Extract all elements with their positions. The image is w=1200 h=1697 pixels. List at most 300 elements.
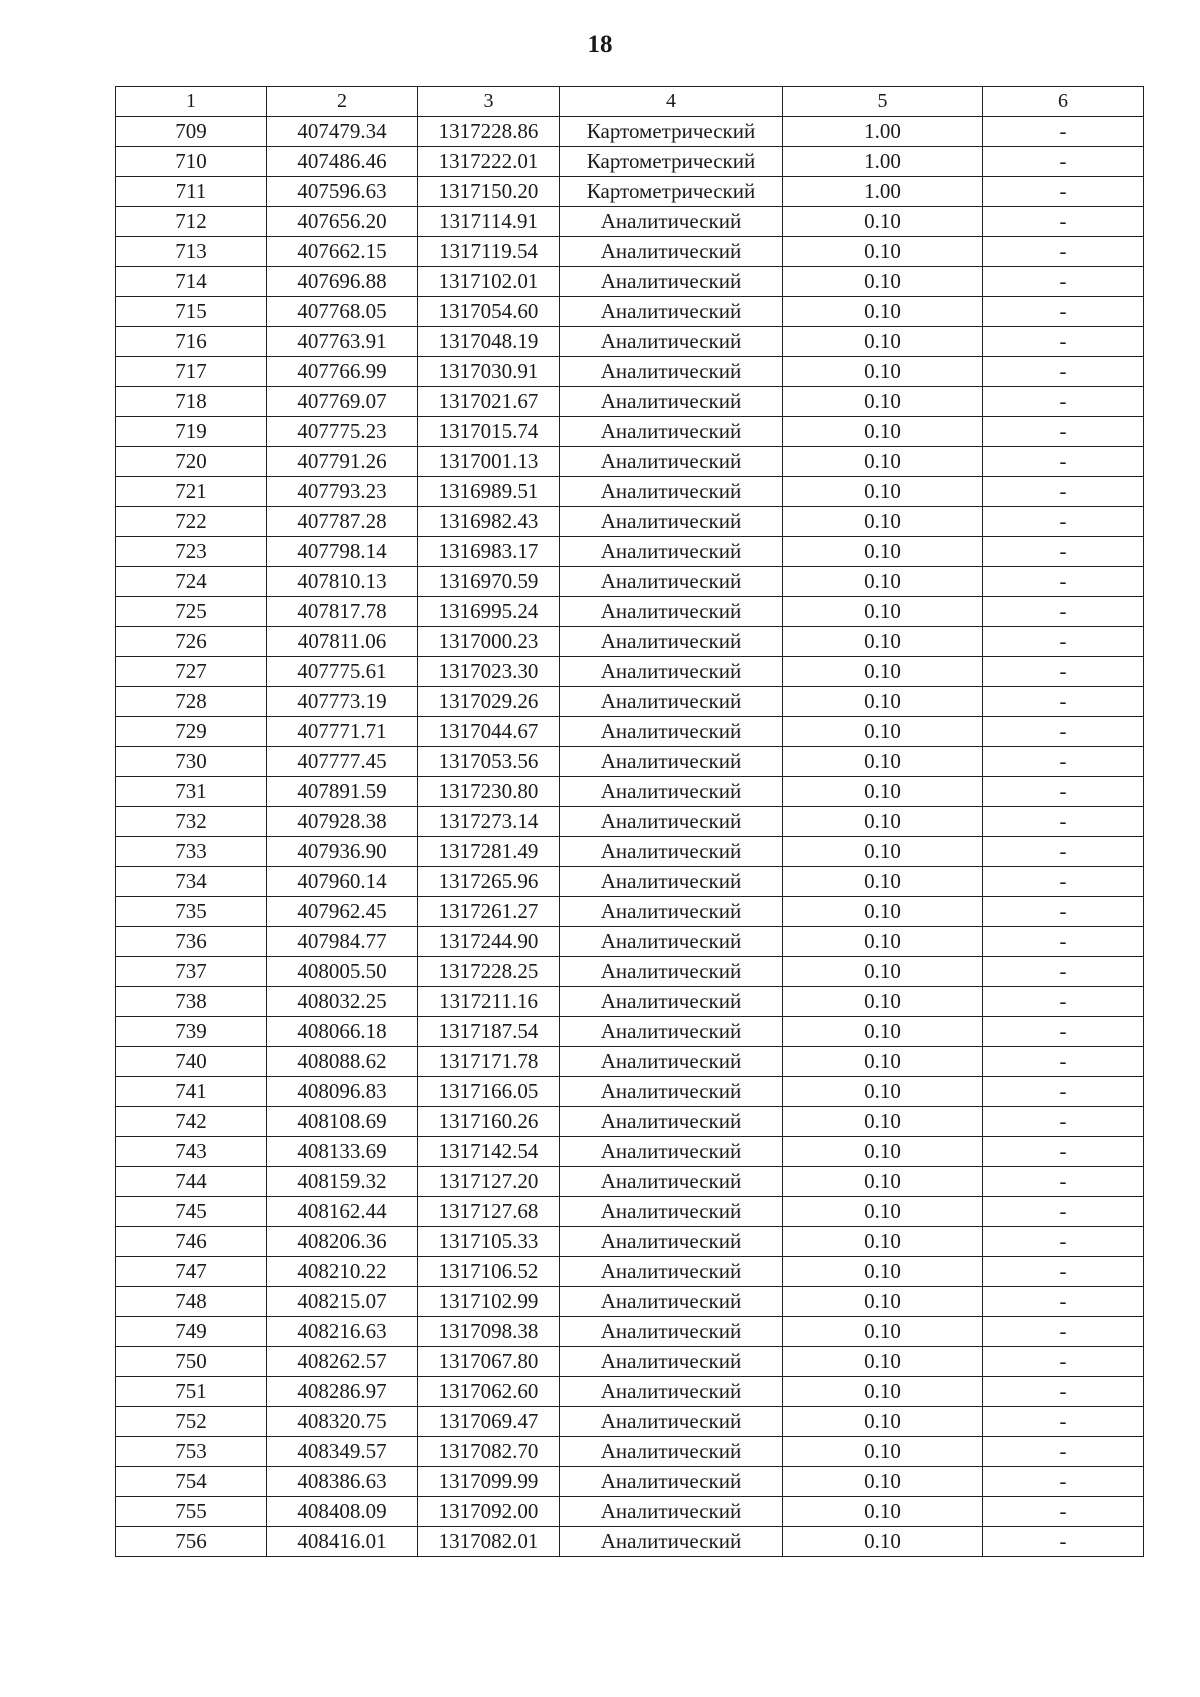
table-cell-col-3: 1317082.01 bbox=[418, 1527, 560, 1557]
table-cell-col-4: Аналитический bbox=[560, 357, 783, 387]
table-row bbox=[116, 1077, 1144, 1107]
table-cell-col-4: Аналитический bbox=[560, 957, 783, 987]
table-cell-col-1: 712 bbox=[116, 207, 267, 237]
table-cell-col-2: 408066.18 bbox=[267, 1017, 418, 1047]
table-row bbox=[116, 1377, 1144, 1407]
table-cell-col-2: 407811.06 bbox=[267, 627, 418, 657]
table-cell-col-6: - bbox=[983, 1017, 1144, 1047]
table-cell-col-5: 0.10 bbox=[783, 747, 983, 777]
table-cell-col-3: 1317222.01 bbox=[418, 147, 560, 177]
table-cell-col-4: Картометрический bbox=[560, 147, 783, 177]
table-cell-col-6: - bbox=[983, 717, 1144, 747]
table-cell-col-6: - bbox=[983, 117, 1144, 147]
table-cell-col-3: 1317092.00 bbox=[418, 1497, 560, 1527]
table-row bbox=[116, 447, 1144, 477]
table-cell-col-5: 0.10 bbox=[783, 897, 983, 927]
table-cell-col-1: 713 bbox=[116, 237, 267, 267]
table-cell-col-3: 1317166.05 bbox=[418, 1077, 560, 1107]
table-cell-col-5: 0.10 bbox=[783, 957, 983, 987]
table-cell-col-2: 407984.77 bbox=[267, 927, 418, 957]
table-cell-col-6: - bbox=[983, 567, 1144, 597]
table-cell-col-2: 407791.26 bbox=[267, 447, 418, 477]
table-cell-col-2: 408262.57 bbox=[267, 1347, 418, 1377]
table-cell-col-6: - bbox=[983, 267, 1144, 297]
table-cell-col-2: 408215.07 bbox=[267, 1287, 418, 1317]
table-cell-col-2: 408088.62 bbox=[267, 1047, 418, 1077]
table-cell-col-4: Аналитический bbox=[560, 477, 783, 507]
table-cell-col-3: 1317053.56 bbox=[418, 747, 560, 777]
table-cell-col-3: 1317171.78 bbox=[418, 1047, 560, 1077]
table-cell-col-3: 1316995.24 bbox=[418, 597, 560, 627]
table-cell-col-4: Аналитический bbox=[560, 1047, 783, 1077]
table-cell-col-2: 407891.59 bbox=[267, 777, 418, 807]
table-cell-col-1: 734 bbox=[116, 867, 267, 897]
table-cell-col-1: 718 bbox=[116, 387, 267, 417]
table-cell-col-1: 710 bbox=[116, 147, 267, 177]
table-cell-col-2: 407775.23 bbox=[267, 417, 418, 447]
table-row bbox=[116, 1167, 1144, 1197]
table-cell-col-4: Аналитический bbox=[560, 897, 783, 927]
table-cell-col-5: 0.10 bbox=[783, 327, 983, 357]
table-row bbox=[116, 717, 1144, 747]
table-cell-col-4: Аналитический bbox=[560, 387, 783, 417]
table-cell-col-4: Аналитический bbox=[560, 837, 783, 867]
table-cell-col-6: - bbox=[983, 927, 1144, 957]
table-cell-col-6: - bbox=[983, 1047, 1144, 1077]
table-cell-col-1: 755 bbox=[116, 1497, 267, 1527]
header-row bbox=[116, 87, 1144, 117]
table-cell-col-2: 407763.91 bbox=[267, 327, 418, 357]
table-row bbox=[116, 507, 1144, 537]
table-cell-col-4: Аналитический bbox=[560, 1377, 783, 1407]
table-cell-col-1: 711 bbox=[116, 177, 267, 207]
table-cell-col-2: 407766.99 bbox=[267, 357, 418, 387]
table-cell-col-1: 727 bbox=[116, 657, 267, 687]
table-cell-col-1: 730 bbox=[116, 747, 267, 777]
table-cell-col-6: - bbox=[983, 597, 1144, 627]
table-cell-col-6: - bbox=[983, 1467, 1144, 1497]
table-cell-col-6: - bbox=[983, 477, 1144, 507]
table-cell-col-5: 0.10 bbox=[783, 447, 983, 477]
table-cell-col-5: 0.10 bbox=[783, 987, 983, 1017]
table-cell-col-3: 1317062.60 bbox=[418, 1377, 560, 1407]
table-cell-col-4: Аналитический bbox=[560, 267, 783, 297]
table-row bbox=[116, 327, 1144, 357]
table-cell-col-5: 0.10 bbox=[783, 567, 983, 597]
table-cell-col-2: 407810.13 bbox=[267, 567, 418, 597]
table-cell-col-4: Аналитический bbox=[560, 1437, 783, 1467]
table-cell-col-3: 1317102.99 bbox=[418, 1287, 560, 1317]
table-cell-col-1: 724 bbox=[116, 567, 267, 597]
table-cell-col-5: 0.10 bbox=[783, 1197, 983, 1227]
table-cell-col-6: - bbox=[983, 1347, 1144, 1377]
table-cell-col-1: 733 bbox=[116, 837, 267, 867]
table-cell-col-3: 1317150.20 bbox=[418, 177, 560, 207]
table-row bbox=[116, 1197, 1144, 1227]
table-row bbox=[116, 1017, 1144, 1047]
table-cell-col-3: 1317265.96 bbox=[418, 867, 560, 897]
table-cell-col-3: 1316982.43 bbox=[418, 507, 560, 537]
header-cell-3: 3 bbox=[418, 87, 560, 117]
table-cell-col-2: 408108.69 bbox=[267, 1107, 418, 1137]
table-cell-col-5: 0.10 bbox=[783, 1437, 983, 1467]
table-cell-col-3: 1317001.13 bbox=[418, 447, 560, 477]
table-cell-col-2: 408408.09 bbox=[267, 1497, 418, 1527]
table-cell-col-2: 407769.07 bbox=[267, 387, 418, 417]
table-cell-col-3: 1317048.19 bbox=[418, 327, 560, 357]
table-cell-col-5: 0.10 bbox=[783, 1377, 983, 1407]
table-cell-col-3: 1317029.26 bbox=[418, 687, 560, 717]
table-row bbox=[116, 207, 1144, 237]
table-cell-col-6: - bbox=[983, 627, 1144, 657]
table-cell-col-3: 1317127.68 bbox=[418, 1197, 560, 1227]
table-cell-col-5: 0.10 bbox=[783, 1107, 983, 1137]
table-cell-col-1: 753 bbox=[116, 1437, 267, 1467]
table-cell-col-2: 408416.01 bbox=[267, 1527, 418, 1557]
header-cell-2: 2 bbox=[267, 87, 418, 117]
table-cell-col-4: Аналитический bbox=[560, 1347, 783, 1377]
table-cell-col-5: 0.10 bbox=[783, 1257, 983, 1287]
table-cell-col-3: 1317069.47 bbox=[418, 1407, 560, 1437]
table-cell-col-5: 0.10 bbox=[783, 1167, 983, 1197]
table-cell-col-6: - bbox=[983, 1407, 1144, 1437]
table-cell-col-4: Аналитический bbox=[560, 1317, 783, 1347]
table-cell-col-3: 1317187.54 bbox=[418, 1017, 560, 1047]
table-cell-col-5: 0.10 bbox=[783, 1527, 983, 1557]
table-cell-col-2: 408032.25 bbox=[267, 987, 418, 1017]
table-cell-col-5: 1.00 bbox=[783, 147, 983, 177]
table-cell-col-5: 0.10 bbox=[783, 1317, 983, 1347]
table-cell-col-6: - bbox=[983, 1257, 1144, 1287]
table-cell-col-5: 0.10 bbox=[783, 717, 983, 747]
table-row bbox=[116, 1287, 1144, 1317]
table-cell-col-1: 723 bbox=[116, 537, 267, 567]
table-cell-col-6: - bbox=[983, 357, 1144, 387]
table-cell-col-2: 407479.34 bbox=[267, 117, 418, 147]
table-row bbox=[116, 177, 1144, 207]
table-cell-col-6: - bbox=[983, 507, 1144, 537]
table-cell-col-4: Аналитический bbox=[560, 537, 783, 567]
table-cell-col-1: 717 bbox=[116, 357, 267, 387]
table-cell-col-1: 714 bbox=[116, 267, 267, 297]
table-row bbox=[116, 747, 1144, 777]
table-cell-col-4: Аналитический bbox=[560, 1287, 783, 1317]
table-cell-col-3: 1317105.33 bbox=[418, 1227, 560, 1257]
table-cell-col-2: 408349.57 bbox=[267, 1437, 418, 1467]
table-cell-col-4: Аналитический bbox=[560, 567, 783, 597]
table-cell-col-3: 1316970.59 bbox=[418, 567, 560, 597]
table-row bbox=[116, 657, 1144, 687]
table-cell-col-5: 0.10 bbox=[783, 1467, 983, 1497]
table-cell-col-4: Аналитический bbox=[560, 1527, 783, 1557]
table-cell-col-1: 756 bbox=[116, 1527, 267, 1557]
table-row bbox=[116, 267, 1144, 297]
table-cell-col-2: 407596.63 bbox=[267, 177, 418, 207]
table-cell-col-3: 1317119.54 bbox=[418, 237, 560, 267]
table-cell-col-4: Аналитический bbox=[560, 237, 783, 267]
table-cell-col-5: 0.10 bbox=[783, 1287, 983, 1317]
table-cell-col-2: 408096.83 bbox=[267, 1077, 418, 1107]
table-cell-col-5: 0.10 bbox=[783, 1077, 983, 1107]
table-cell-col-6: - bbox=[983, 1167, 1144, 1197]
table-cell-col-1: 709 bbox=[116, 117, 267, 147]
header-cell-1: 1 bbox=[116, 87, 267, 117]
table-cell-col-3: 1317000.23 bbox=[418, 627, 560, 657]
table-cell-col-2: 407771.71 bbox=[267, 717, 418, 747]
table-cell-col-2: 408162.44 bbox=[267, 1197, 418, 1227]
table-cell-col-6: - bbox=[983, 1077, 1144, 1107]
table-cell-col-2: 407662.15 bbox=[267, 237, 418, 267]
table-cell-col-2: 407793.23 bbox=[267, 477, 418, 507]
table-cell-col-6: - bbox=[983, 237, 1144, 267]
table-cell-col-6: - bbox=[983, 657, 1144, 687]
table-cell-col-1: 719 bbox=[116, 417, 267, 447]
table-cell-col-3: 1317281.49 bbox=[418, 837, 560, 867]
table-cell-col-6: - bbox=[983, 1497, 1144, 1527]
table-cell-col-4: Картометрический bbox=[560, 177, 783, 207]
table-cell-col-4: Аналитический bbox=[560, 987, 783, 1017]
table-row bbox=[116, 687, 1144, 717]
table-cell-col-6: - bbox=[983, 177, 1144, 207]
table-row bbox=[116, 927, 1144, 957]
table-row bbox=[116, 147, 1144, 177]
table-row bbox=[116, 237, 1144, 267]
page-number: 18 bbox=[587, 31, 613, 58]
table-cell-col-6: - bbox=[983, 957, 1144, 987]
table-cell-col-4: Аналитический bbox=[560, 1407, 783, 1437]
table-cell-col-4: Аналитический bbox=[560, 1227, 783, 1257]
table-cell-col-1: 742 bbox=[116, 1107, 267, 1137]
table-cell-col-3: 1317106.52 bbox=[418, 1257, 560, 1287]
table-cell-col-3: 1316989.51 bbox=[418, 477, 560, 507]
table-cell-col-2: 407817.78 bbox=[267, 597, 418, 627]
table-cell-col-3: 1317030.91 bbox=[418, 357, 560, 387]
table-cell-col-3: 1317102.01 bbox=[418, 267, 560, 297]
table-cell-col-3: 1317044.67 bbox=[418, 717, 560, 747]
table-cell-col-3: 1317099.99 bbox=[418, 1467, 560, 1497]
table-cell-col-5: 0.10 bbox=[783, 777, 983, 807]
table-cell-col-4: Аналитический bbox=[560, 327, 783, 357]
table-cell-col-2: 407962.45 bbox=[267, 897, 418, 927]
table-cell-col-1: 721 bbox=[116, 477, 267, 507]
table-cell-col-2: 408216.63 bbox=[267, 1317, 418, 1347]
table-cell-col-2: 407696.88 bbox=[267, 267, 418, 297]
table-row bbox=[116, 807, 1144, 837]
table-cell-col-5: 0.10 bbox=[783, 297, 983, 327]
table-cell-col-3: 1317273.14 bbox=[418, 807, 560, 837]
table-cell-col-3: 1317244.90 bbox=[418, 927, 560, 957]
table-cell-col-2: 407787.28 bbox=[267, 507, 418, 537]
table-cell-col-4: Аналитический bbox=[560, 297, 783, 327]
table-cell-col-4: Аналитический bbox=[560, 507, 783, 537]
table-cell-col-5: 0.10 bbox=[783, 657, 983, 687]
table-cell-col-4: Аналитический bbox=[560, 1497, 783, 1527]
table-cell-col-2: 408320.75 bbox=[267, 1407, 418, 1437]
table-cell-col-4: Аналитический bbox=[560, 777, 783, 807]
table-cell-col-4: Аналитический bbox=[560, 1017, 783, 1047]
table-cell-col-5: 0.10 bbox=[783, 1407, 983, 1437]
table-cell-col-3: 1317023.30 bbox=[418, 657, 560, 687]
table-cell-col-5: 0.10 bbox=[783, 1497, 983, 1527]
table-cell-col-4: Картометрический bbox=[560, 117, 783, 147]
table-cell-col-5: 0.10 bbox=[783, 867, 983, 897]
table-cell-col-4: Аналитический bbox=[560, 717, 783, 747]
table-cell-col-6: - bbox=[983, 1227, 1144, 1257]
table-cell-col-6: - bbox=[983, 207, 1144, 237]
table-row bbox=[116, 1407, 1144, 1437]
table-cell-col-5: 0.10 bbox=[783, 1347, 983, 1377]
table-row bbox=[116, 1467, 1144, 1497]
table-cell-col-6: - bbox=[983, 147, 1144, 177]
table-cell-col-6: - bbox=[983, 1437, 1144, 1467]
table-cell-col-5: 0.10 bbox=[783, 1227, 983, 1257]
table-cell-col-2: 408159.32 bbox=[267, 1167, 418, 1197]
table-cell-col-2: 408386.63 bbox=[267, 1467, 418, 1497]
table-row bbox=[116, 1257, 1144, 1287]
table-cell-col-5: 0.10 bbox=[783, 1047, 983, 1077]
table-cell-col-6: - bbox=[983, 1107, 1144, 1137]
table-row bbox=[116, 567, 1144, 597]
table-cell-col-3: 1317160.26 bbox=[418, 1107, 560, 1137]
table-cell-col-4: Аналитический bbox=[560, 747, 783, 777]
table-cell-col-1: 748 bbox=[116, 1287, 267, 1317]
table-cell-col-3: 1317261.27 bbox=[418, 897, 560, 927]
table-cell-col-1: 752 bbox=[116, 1407, 267, 1437]
table-cell-col-4: Аналитический bbox=[560, 1137, 783, 1167]
table-cell-col-5: 0.10 bbox=[783, 1017, 983, 1047]
table-cell-col-3: 1316983.17 bbox=[418, 537, 560, 567]
table-cell-col-4: Аналитический bbox=[560, 1107, 783, 1137]
table-cell-col-6: - bbox=[983, 987, 1144, 1017]
table-cell-col-5: 0.10 bbox=[783, 207, 983, 237]
table-cell-col-1: 741 bbox=[116, 1077, 267, 1107]
table-row bbox=[116, 867, 1144, 897]
table-cell-col-5: 0.10 bbox=[783, 537, 983, 567]
table-row bbox=[116, 117, 1144, 147]
table-cell-col-1: 738 bbox=[116, 987, 267, 1017]
table-cell-col-4: Аналитический bbox=[560, 1197, 783, 1227]
table-cell-col-1: 732 bbox=[116, 807, 267, 837]
table-cell-col-2: 407777.45 bbox=[267, 747, 418, 777]
table-cell-col-1: 725 bbox=[116, 597, 267, 627]
table-row bbox=[116, 537, 1144, 567]
table-cell-col-2: 408210.22 bbox=[267, 1257, 418, 1287]
table-row bbox=[116, 1497, 1144, 1527]
table-cell-col-4: Аналитический bbox=[560, 927, 783, 957]
table-cell-col-1: 722 bbox=[116, 507, 267, 537]
table-row bbox=[116, 297, 1144, 327]
header-cell-5: 5 bbox=[783, 87, 983, 117]
table-cell-col-6: - bbox=[983, 807, 1144, 837]
table-row bbox=[116, 1437, 1144, 1467]
table-cell-col-4: Аналитический bbox=[560, 867, 783, 897]
table-row bbox=[116, 1527, 1144, 1557]
table-cell-col-3: 1317098.38 bbox=[418, 1317, 560, 1347]
table-row bbox=[116, 1107, 1144, 1137]
table-row bbox=[116, 897, 1144, 927]
table-cell-col-1: 754 bbox=[116, 1467, 267, 1497]
table-cell-col-2: 407775.61 bbox=[267, 657, 418, 687]
table-cell-col-4: Аналитический bbox=[560, 207, 783, 237]
table-cell-col-3: 1317211.16 bbox=[418, 987, 560, 1017]
table-cell-col-6: - bbox=[983, 1527, 1144, 1557]
table-body bbox=[116, 117, 1144, 1557]
table-cell-col-6: - bbox=[983, 687, 1144, 717]
table-cell-col-6: - bbox=[983, 447, 1144, 477]
table-cell-col-1: 751 bbox=[116, 1377, 267, 1407]
table-cell-col-5: 0.10 bbox=[783, 627, 983, 657]
table-row bbox=[116, 837, 1144, 867]
table-row bbox=[116, 1317, 1144, 1347]
table-cell-col-2: 407486.46 bbox=[267, 147, 418, 177]
table-cell-col-3: 1317082.70 bbox=[418, 1437, 560, 1467]
table-cell-col-6: - bbox=[983, 387, 1144, 417]
table-cell-col-6: - bbox=[983, 1137, 1144, 1167]
table-row bbox=[116, 627, 1144, 657]
table-cell-col-2: 407928.38 bbox=[267, 807, 418, 837]
table-row bbox=[116, 1137, 1144, 1167]
table-cell-col-6: - bbox=[983, 867, 1144, 897]
table-cell-col-3: 1317228.86 bbox=[418, 117, 560, 147]
table-cell-col-6: - bbox=[983, 417, 1144, 447]
coordinates-table bbox=[115, 86, 1144, 1557]
table-cell-col-5: 0.10 bbox=[783, 267, 983, 297]
table-cell-col-6: - bbox=[983, 537, 1144, 567]
table-cell-col-2: 408005.50 bbox=[267, 957, 418, 987]
table-cell-col-1: 729 bbox=[116, 717, 267, 747]
table-cell-col-2: 407936.90 bbox=[267, 837, 418, 867]
table-header bbox=[116, 87, 1144, 117]
table-cell-col-6: - bbox=[983, 1287, 1144, 1317]
table-cell-col-4: Аналитический bbox=[560, 1467, 783, 1497]
table-cell-col-1: 749 bbox=[116, 1317, 267, 1347]
table-cell-col-3: 1317127.20 bbox=[418, 1167, 560, 1197]
table-row bbox=[116, 987, 1144, 1017]
table-cell-col-5: 0.10 bbox=[783, 417, 983, 447]
table-cell-col-6: - bbox=[983, 1377, 1144, 1407]
table-cell-col-3: 1317228.25 bbox=[418, 957, 560, 987]
table-cell-col-6: - bbox=[983, 327, 1144, 357]
table-cell-col-4: Аналитический bbox=[560, 687, 783, 717]
table-cell-col-5: 0.10 bbox=[783, 507, 983, 537]
table-cell-col-2: 407656.20 bbox=[267, 207, 418, 237]
table-row bbox=[116, 1047, 1144, 1077]
table-cell-col-5: 0.10 bbox=[783, 1137, 983, 1167]
table-cell-col-6: - bbox=[983, 747, 1144, 777]
table-cell-col-1: 728 bbox=[116, 687, 267, 717]
table-cell-col-5: 0.10 bbox=[783, 357, 983, 387]
table-cell-col-1: 720 bbox=[116, 447, 267, 477]
table-cell-col-2: 408286.97 bbox=[267, 1377, 418, 1407]
table-cell-col-3: 1317054.60 bbox=[418, 297, 560, 327]
table-row bbox=[116, 597, 1144, 627]
table-cell-col-1: 716 bbox=[116, 327, 267, 357]
table-cell-col-5: 0.10 bbox=[783, 687, 983, 717]
table-row bbox=[116, 357, 1144, 387]
table-cell-col-6: - bbox=[983, 897, 1144, 927]
table-cell-col-1: 745 bbox=[116, 1197, 267, 1227]
table-cell-col-1: 746 bbox=[116, 1227, 267, 1257]
table-cell-col-3: 1317015.74 bbox=[418, 417, 560, 447]
table-cell-col-3: 1317142.54 bbox=[418, 1137, 560, 1167]
table-row bbox=[116, 777, 1144, 807]
table-cell-col-5: 0.10 bbox=[783, 597, 983, 627]
table-cell-col-4: Аналитический bbox=[560, 1077, 783, 1107]
table-cell-col-5: 0.10 bbox=[783, 837, 983, 867]
table-cell-col-1: 736 bbox=[116, 927, 267, 957]
table-cell-col-5: 0.10 bbox=[783, 237, 983, 267]
table-cell-col-3: 1317114.91 bbox=[418, 207, 560, 237]
